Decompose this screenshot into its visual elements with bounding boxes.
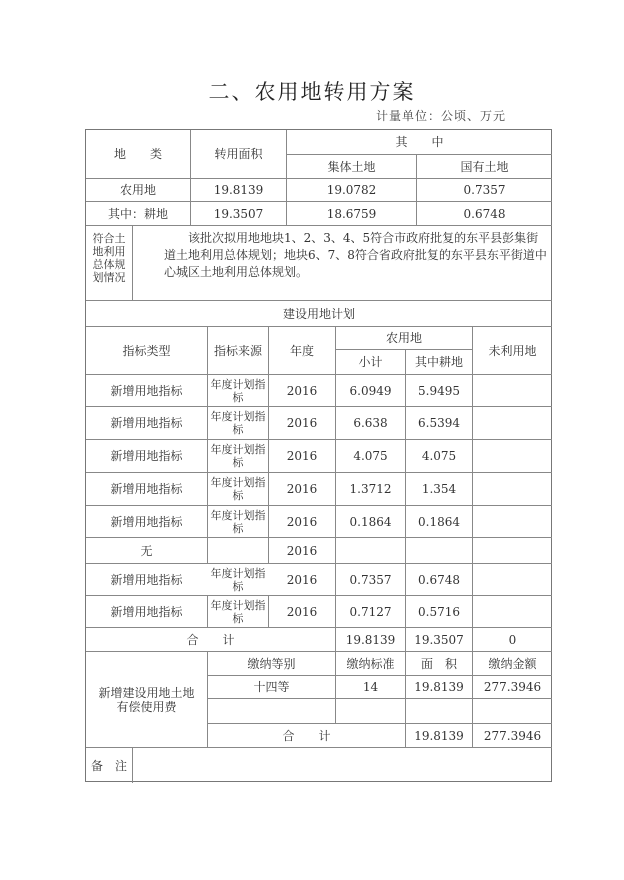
quota-subtotal: 6.0949: [349, 383, 392, 398]
quota-total-label: 合 计: [186, 632, 235, 647]
quota-year: 2016: [286, 449, 318, 463]
quota-type: 新增用地指标: [110, 383, 183, 398]
quota-total-unused: 0: [508, 632, 517, 647]
quota-subtotal: 0.1864: [349, 514, 392, 529]
quota-year: 2016: [286, 604, 318, 619]
land-conversion-form: [85, 129, 552, 782]
fee-total-area: 19.8139: [414, 728, 464, 743]
remarks-value: [133, 748, 552, 783]
quota-type: 新增用地指标: [110, 514, 183, 529]
quota-year: 2016: [286, 482, 318, 496]
rule: [132, 225, 133, 300]
header-fee-standard: 缴纳标准: [346, 656, 395, 671]
quota-source: 年度计划指标: [210, 443, 266, 469]
quota-type: 新增用地指标: [110, 482, 183, 496]
fee-amount: 277.3946: [483, 680, 542, 694]
quota-cultivated: 6.5394: [418, 416, 460, 430]
quota-source: 年度计划指标: [210, 476, 266, 502]
row-agri-collective: 19.0782: [326, 183, 377, 197]
header-conversion-area: 转用面积: [214, 147, 263, 161]
quota-cultivated: 4.075: [421, 449, 457, 463]
header-among-cult: 其中耕地: [414, 355, 463, 369]
quota-year: 2016: [286, 572, 318, 587]
quota-source: 年度计划指标: [210, 377, 266, 404]
quota-unused: [473, 473, 552, 505]
header-subtotal: 小计: [358, 355, 383, 369]
row-cult-type: 其中：耕地: [107, 206, 168, 221]
quota-year: 2016: [286, 383, 318, 398]
quota-type: 新增用地指标: [110, 416, 183, 430]
quota-unused: [473, 375, 552, 406]
rule: [207, 698, 552, 699]
quota-subtotal: 0.7357: [349, 572, 392, 587]
row-cult-state: 0.6748: [463, 206, 506, 221]
quota-subtotal: 4.075: [353, 449, 388, 463]
quota-source: 年度计划指标: [210, 566, 266, 593]
rule: [86, 225, 552, 226]
quota-cultivated: 1.354: [421, 482, 457, 496]
page-title: 二、农用地转用方案: [208, 80, 416, 104]
fee-area: 19.8139: [414, 680, 464, 694]
row-cult-collective: 18.6759: [326, 206, 377, 221]
header-fee-grade: 缴纳等别: [247, 656, 296, 671]
header-among: 其 中: [395, 135, 444, 149]
quota-type: 无: [140, 543, 153, 558]
header-collective-land: 集体土地: [327, 159, 376, 174]
quota-unused: [473, 538, 552, 563]
quota-type: 新增用地指标: [110, 604, 183, 619]
quota-cultivated: 0.6748: [418, 572, 460, 587]
header-year: 年度: [289, 343, 314, 358]
quota-unused: [473, 407, 552, 439]
quota-total-subtotal: 19.8139: [345, 632, 396, 647]
quota-year: 2016: [286, 416, 318, 430]
quota-source: 年度计划指标: [210, 598, 266, 625]
row-agri-state: 0.7357: [463, 183, 506, 197]
quota-unused: [473, 440, 552, 472]
row-agri-type: 农用地: [119, 183, 156, 197]
header-quota-source: 指标来源: [213, 343, 262, 358]
plan-conformity-label: 符合土地利用总体规划情况: [92, 232, 126, 284]
quota-cultivated: 0.5716: [418, 604, 460, 619]
quota-subtotal: 6.638: [353, 416, 388, 430]
header-fee-amount: 缴纳金额: [488, 656, 537, 671]
quota-subtotal: 0.7127: [349, 604, 392, 619]
quota-cultivated: 0.1864: [418, 514, 460, 529]
quota-type: 新增用地指标: [110, 449, 183, 463]
quota-year: 2016: [286, 543, 318, 558]
quota-source: 年度计划指标: [210, 410, 266, 436]
fee-label: 新增建设用地土地有偿使用费: [98, 685, 195, 714]
header-quota-type: 指标类型: [122, 343, 171, 358]
header-agri: 农用地: [385, 331, 422, 345]
quota-subtotal: [336, 538, 405, 563]
quota-source: [210, 538, 266, 563]
quota-year: 2016: [286, 514, 318, 529]
header-state-land: 国有土地: [460, 159, 509, 174]
remarks-label: 备 注: [90, 758, 127, 773]
quota-type: 新增用地指标: [110, 572, 183, 587]
quota-unused: [473, 506, 552, 537]
plan-conformity-text: 该批次拟用地地块1、2、3、4、5符合市政府批复的东平县彭集街道土地利用总体规划；地块6、7、8符合省政府批复的东平县东平街道中心城区土地利用总体规划。: [164, 231, 547, 279]
row-cult-area: 19.3507: [213, 206, 264, 221]
rule: [207, 595, 208, 627]
quota-total-cultivated: 19.3507: [414, 632, 464, 647]
header-fee-area: 面 积: [420, 656, 457, 671]
row-agri-area: 19.8139: [213, 183, 264, 197]
quota-unused: [473, 596, 552, 627]
fee-total-label: 合 计: [282, 728, 331, 743]
header-unused: 未利用地: [488, 343, 537, 358]
quota-cultivated: [406, 538, 472, 563]
quota-unused: [473, 564, 552, 595]
fee-total-amount: 277.3946: [483, 728, 542, 743]
fee-standard: 14: [362, 680, 379, 694]
header-land-type: 地 类: [113, 147, 162, 161]
unit-label: 计量单位：公顷、万元: [375, 109, 506, 123]
quota-cultivated: 5.9495: [418, 383, 460, 398]
section-construction-plan: 建设用地计划: [282, 306, 355, 321]
quota-subtotal: 1.3712: [349, 482, 392, 496]
quota-source: 年度计划指标: [210, 508, 266, 535]
fee-grade: 十四等: [253, 680, 290, 694]
